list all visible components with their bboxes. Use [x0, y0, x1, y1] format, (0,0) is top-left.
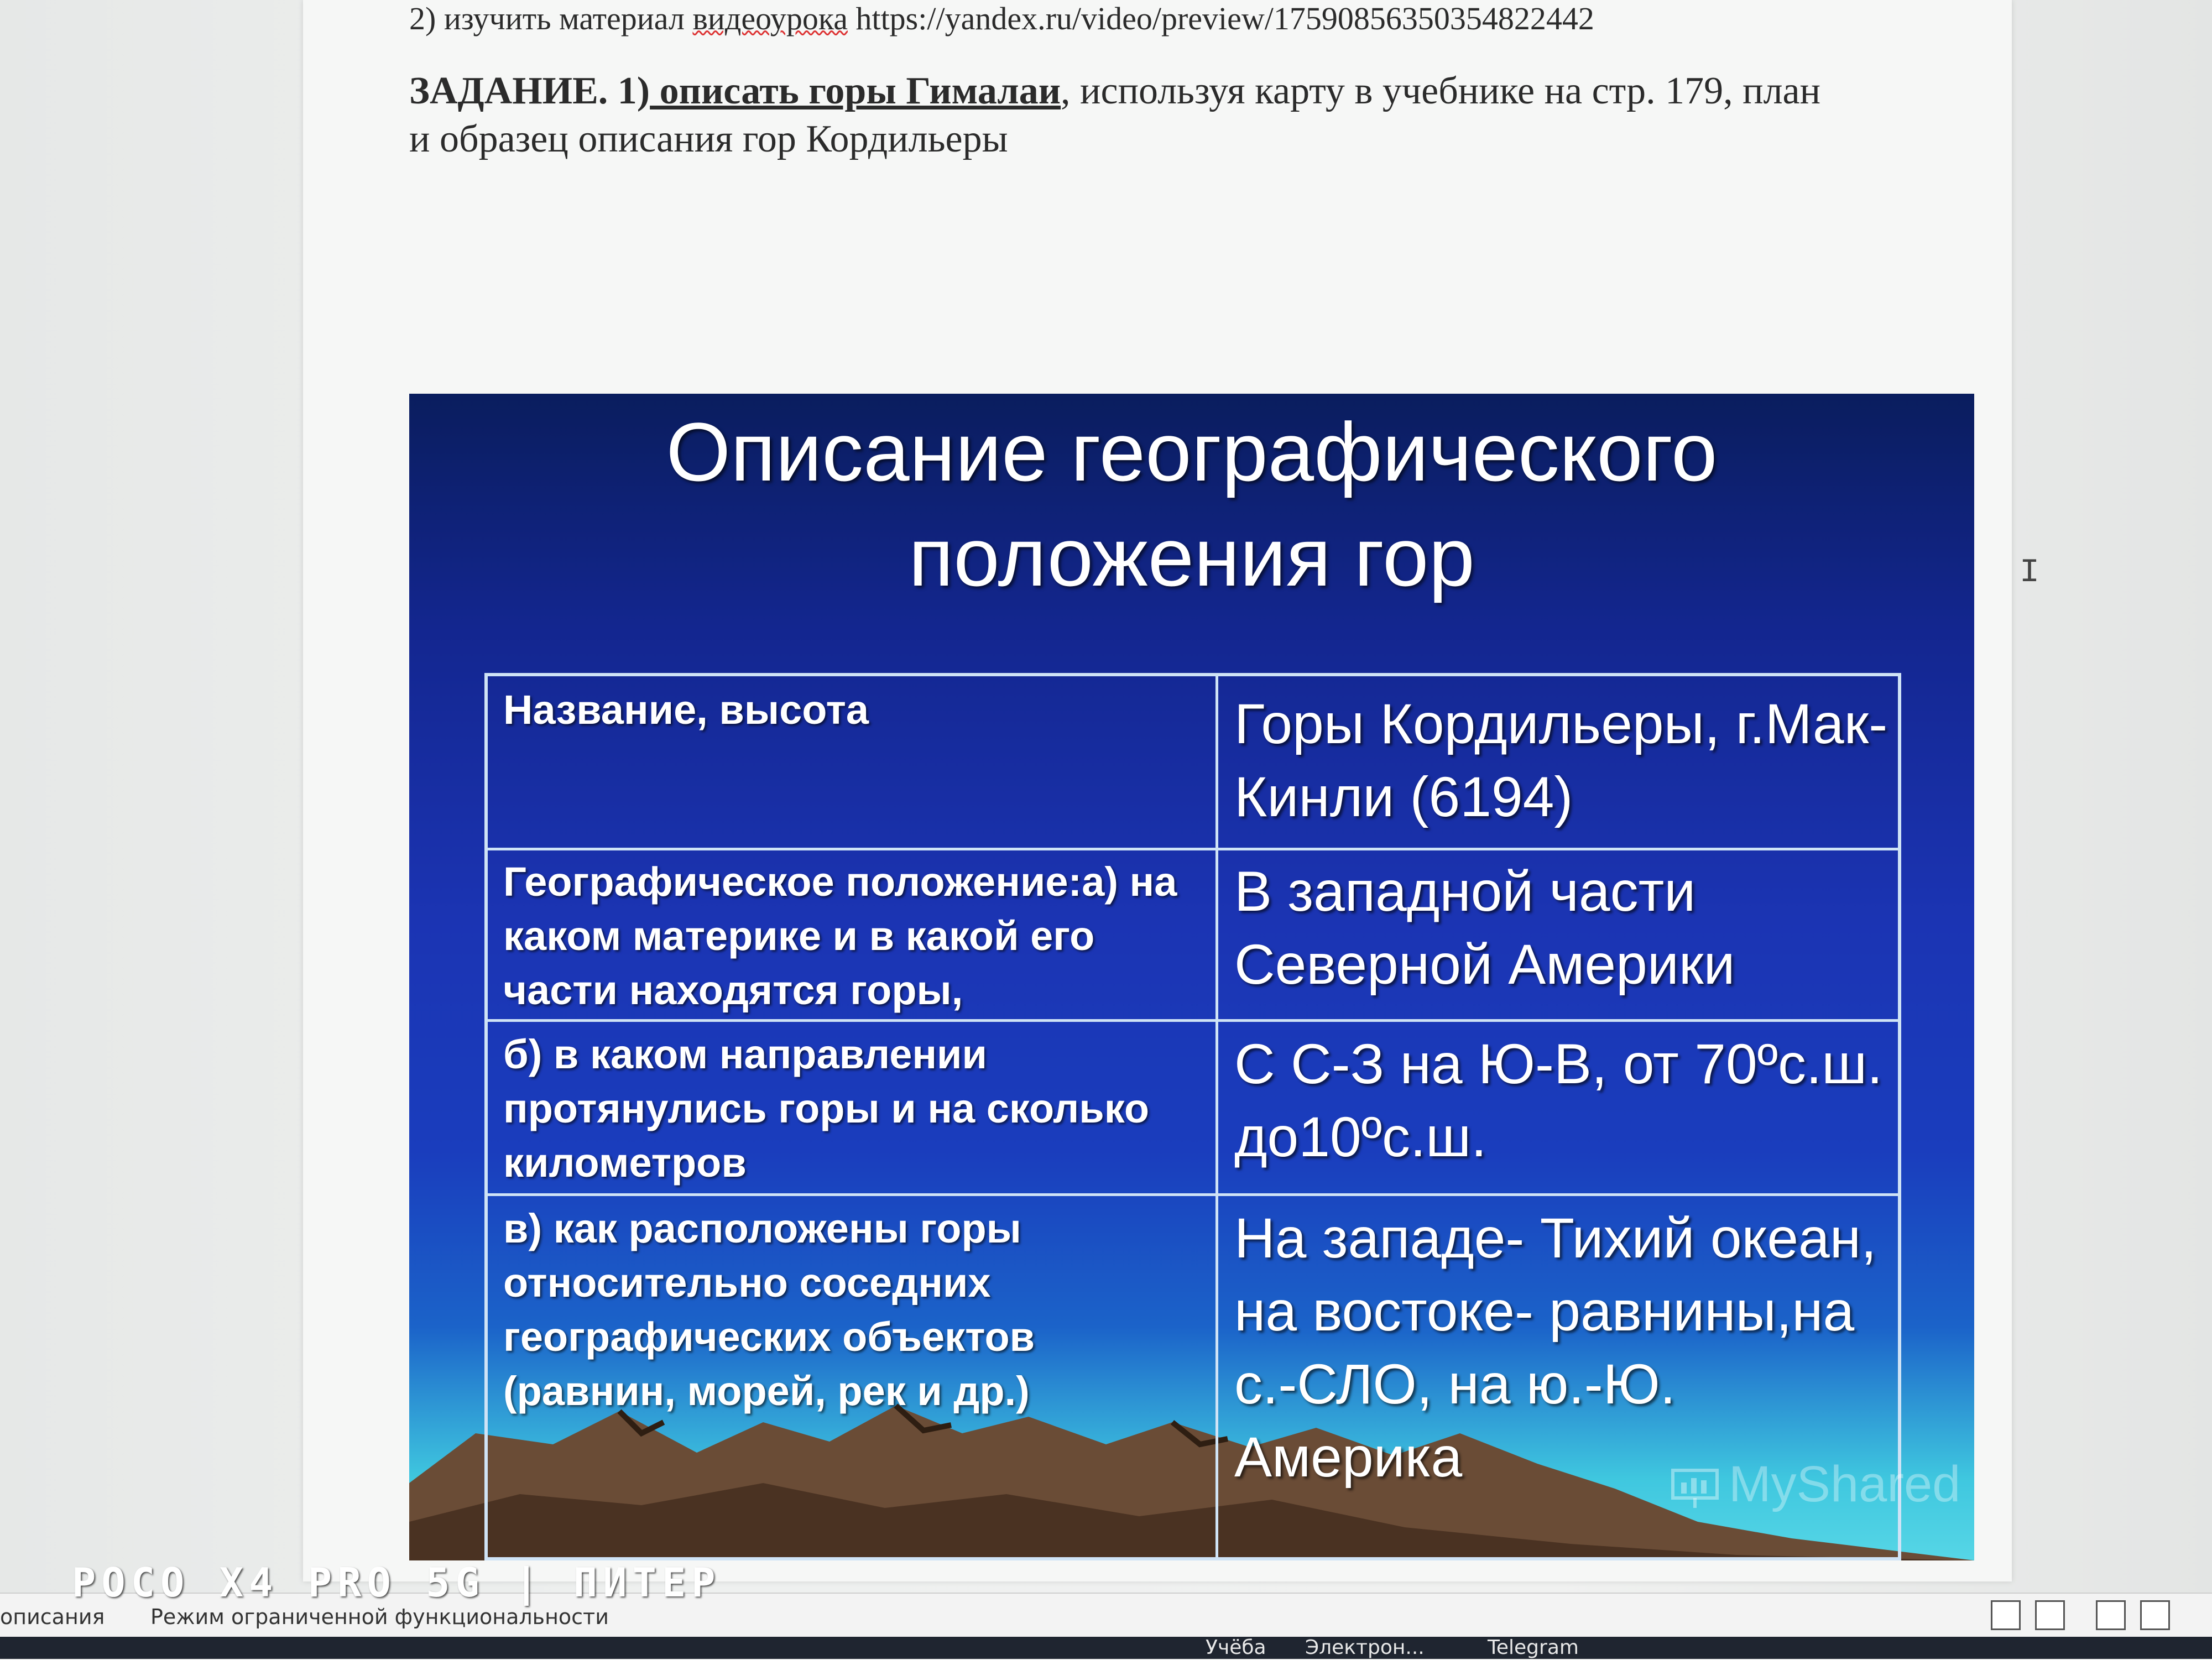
taskbar-item[interactable]: Учёба [1206, 1636, 1266, 1659]
assignment-task: описать горы Гималаи [650, 70, 1061, 112]
web-layout-icon[interactable] [2140, 1600, 2170, 1630]
table-cell-value: В западной части Северной Америки [1234, 860, 1735, 996]
taskbar [0, 1637, 2212, 1659]
taskbar-item[interactable]: Электрон... [1305, 1636, 1425, 1659]
slide-title-line-2: положения гор [909, 510, 1475, 603]
focus-icon[interactable] [1991, 1600, 2021, 1630]
presentation-icon [1670, 1466, 1720, 1510]
status-section-label: описания [0, 1605, 105, 1629]
camera-watermark: POCO X4 PRO 5G | ПИТЕР [72, 1559, 721, 1606]
text-fragment: 2) изучить материал [409, 1, 693, 36]
table-row [488, 848, 1898, 1019]
table-row [488, 676, 1898, 848]
video-link[interactable]: https://yandex.ru/video/preview/17590856350354822442 [847, 1, 1594, 36]
table-cell-value: С С-З на Ю-В, от 70ºс.ш. до10ºс.ш. [1234, 1032, 1883, 1168]
text-cursor-icon: I [2020, 554, 2040, 592]
watermark-text: MyShared [1729, 1456, 1961, 1512]
slide-title-line-1: Описание географического [666, 405, 1718, 498]
myshared-watermark [1670, 1455, 1960, 1513]
document-line-assignment [409, 69, 1820, 113]
print-layout-icon[interactable] [2096, 1600, 2126, 1630]
table-cell-criterion: в) как расположены горы относительно соседних географических объектов (равнин, морей, рек и др.) [503, 1205, 1035, 1414]
taskbar-item[interactable]: Telegram [1488, 1636, 1579, 1659]
table-cell-value: На западе- Тихий океан, на востоке- равнины,на с.-СЛО, на ю.-Ю. Америка [1234, 1207, 1877, 1489]
table-cell-criterion: б) в каком направлении протянулись горы и на сколько километров [503, 1031, 1150, 1186]
assignment-label: ЗАДАНИЕ. 1) [409, 70, 650, 112]
table-cell-criterion: Название, высота [503, 687, 869, 733]
spellcheck-word: видеоурока [692, 1, 848, 36]
description-table [484, 673, 1901, 1560]
document-line-assignment-2: и образец описания гор Кордильеры [409, 118, 1008, 160]
table-cell-criterion: Географическое положение:а) на каком материке и в какой его части находятся горы, [503, 859, 1177, 1013]
document-line-video-lesson [409, 0, 1594, 37]
table-row [488, 1019, 1898, 1193]
read-mode-icon[interactable] [2035, 1600, 2065, 1630]
assignment-rest: , используя карту в учебнике на стр. 179, план [1061, 70, 1821, 112]
table-cell-value: Горы Кордильеры, г.Мак-Кинли (6194) [1234, 692, 1888, 828]
compatibility-mode-label: Режим ограниченной функциональности [150, 1605, 609, 1629]
slide-image [409, 394, 1974, 1560]
